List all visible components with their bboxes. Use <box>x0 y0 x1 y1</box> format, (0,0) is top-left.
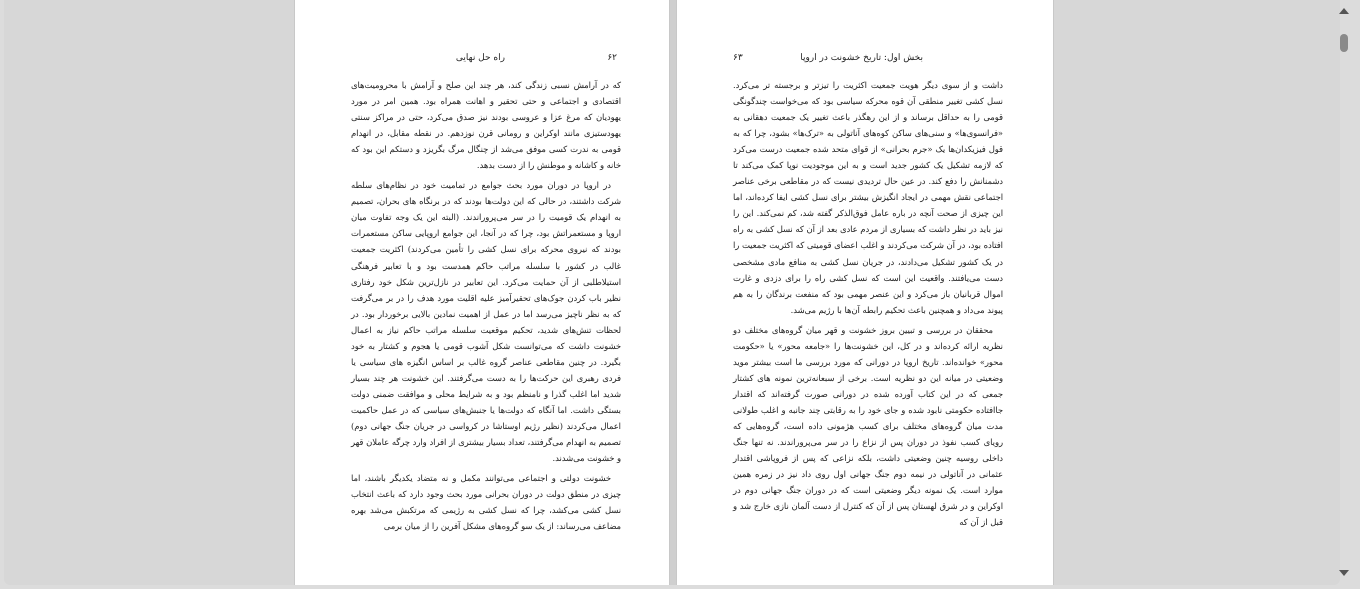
page-63 <box>676 0 1054 585</box>
page-63-number: ۶۳ <box>733 53 743 63</box>
document-viewer[interactable] <box>4 0 1340 585</box>
paragraph: در اروپا در دوران مورد بحث جوامع در تمامیت خود در نظام‌های سلطه شرکت داشتند، در حالی که این دولت‌ها بودند که در برنگاه های بحران، تصمیم به انهدام یک قومیت را در سر می‌پروراندند. (البته این یک وجه تفاوت میان اروپا و مستعمراتش بود، چرا که در آنجا، این جوامع اروپایی ساکن مستعمرات بودند که نیروی محرکه برای نسل کشی را تأمین می‌کردند) اکثریت جمعیت غالب در کشور با سلسله مراتب حاکم همدست بود و با تعابیر فرهنگی استیلاطلبی از آن حمایت می‌کرد. این تعابیر در نازل‌ترین شکل خود رفتاری نظیر باب کردن جوک‌های تحقیرآمیز علیه اقلیت مورد هدف را در بر می‌گرفت که به نظر ناچیز می‌رسد اما در عمل از اهمیت نمادین بالایی برخوردار بود. در لحظات تنش‌های شدید، تحکیم موقعیت سلسله مراتب حاکم نیاز به اعمال خشونت داشت که می‌توانست شکل آشوب قومی یا هجوم و کشتار به خود بگیرد. در چنین مقاطعی عناصر گروه غالب بر اساس انگیزه های سیاسی یا فردی رهبری این حرکت‌ها را به دست می‌گرفتند. این خشونت هر چند بسیار شدید اما اغلب گذرا و نامنظم بود و به شرایط محلی و موافقت ضمنی دولت بستگی داشت. اما آنگاه که دولت‌ها یا جنبش‌های سیاسی که در عمل حاکمیت اعمال می‌کردند (نظیر رژیم اوستاشا در کرواسی در جریان جنگ جهانی دوم) تصمیم به انهدام می‌گرفتند، تعداد بسیار بیشتری از افراد وارد چرگه عاملان قهر و خشونت می‌شدند. <box>351 180 621 464</box>
page-63-running-title: بخش اول: تاریخ خشونت در اروپا <box>800 53 923 63</box>
vertical-scrollbar[interactable] <box>1336 0 1352 589</box>
page-63-body <box>733 77 1003 534</box>
scroll-down-arrow-icon[interactable] <box>1339 570 1349 576</box>
paragraph: که در آرامش نسبی زندگی کند، هر چند این صلح و آرامش با محرومیت‌های اقتصادی و اجتماعی و حتی تحقیر و اهانت همراه بود. همین امر در مورد یهودیان که مرغ عزا و عروسی بودند نیز صدق می‌کرد، حتی در مراکز سنتی یهودستیزی مانند اوکراین و رومانی قرن نوزدهم. در نقطه مقابل، در انهدام قومی به ندرت کسی موفق می‌شد از چنگال مرگ بگریزد و دستکم این بود که خانه و کاشانه و موطنش را از دست بدهد. <box>351 80 621 171</box>
page-62-body <box>351 77 621 538</box>
page-62 <box>294 0 670 585</box>
paragraph: خشونت دولتی و اجتماعی می‌توانند مکمل و نه متضاد یکدیگر باشند، اما چیزی در منطق دولت در دوران بحرانی مورد بحث وجود دارد که باعث انتخاب نسل کشی می‌کشد، چرا که نسل کشی به رژیمی که مرتکبش می‌شد بهره مضاعف می‌رساند: از یک سو گروه‌های مشکل آفرین را از میان برمی <box>351 473 621 532</box>
paragraph: داشت و از سوی دیگر هویت جمعیت اکثریت را تیزتر و برجسته تر می‌کرد. نسل کشی تغییر منطقی آن قوه محرکه سیاسی بود که می‌خواست چندگونگی قومی را به حداقل برساند و از این رهگذر باعث تغییر یک جمعیت دهقانی به «فرانسوی‌ها» و سنی‌های ساکن کوه‌های آناتولی به «ترک‌ها» بشود، چرا که به قول فیزیکدان‌ها یک «جرم بحرانی» از قوای متحد شده جمعیت درست می‌کرد که لازمه تشکیل یک کشور جدید است و به این موجودیت نوپا کمک می‌کند تا دشمنانش را دفع کند. در عین حال تردیدی نیست که در مقاطعی برخی عناصر اجتماعی نقش مهمی در ایجاد انگیزش بیشتر برای نسل کشی ایفا کرده‌اند، اما این چیزی از صحت آنچه در باره عامل فوق‌الذکر گفته شد، کم نمی‌کند. این را نیز باید در نظر داشت که بسیاری از مردم عادی بعد از آن که نسل کشی به راه افتاده بود، در آن شرکت می‌کردند و اغلب اعضای قومیتی که اکثریت جمعیت را در یک کشور تشکیل می‌دادند، در جریان نسل کشی به منافع مادی مشخصی دست می‌یافتند. واقعیت این است که نسل کشی راه را برای دزدی و غارت اموال قربانیان باز می‌کرد و این عنصر مهمی بود که منفعت برندگان را به هم پیوند می‌داد و همچنین باعث تحکیم رابطه آن‌ها با رژیم می‌شد. <box>733 80 1003 315</box>
scroll-up-arrow-icon[interactable] <box>1339 8 1349 14</box>
scroll-thumb[interactable] <box>1340 34 1348 52</box>
page-62-running-title: راه حل نهایی <box>455 53 505 63</box>
paragraph: محققان در بررسی و تبیین بروز خشونت و قهر میان گروه‌های مختلف دو نظریه ارائه کرده‌اند و در کل، این خشونت‌ها را «جامعه محور» یا «حکومت محور» خوانده‌اند. تاریخ اروپا در دورانی که مورد بررسی ما است بیشتر موید وضعیتی در میانه این دو نظریه است. برخی از سبعانه‌ترین نمونه های کشتار جمعی که در این کتاب آورده شده در دورانی صورت گرفته‌اند که اقتدار جاافتاده حکومتی نابود شده و جای خود را به رقابتی چند جانبه و اغلب طولانی مدت میان گروه‌های مختلف برای کسب هژمونی داده است، گروه‌هایی که رویای کسب نفوذ در دوران پس از نزاع را در سر می‌پروراندند. نه تنها جنگ داخلی روسیه چنین وضعیتی داشت، بلکه نزاعی که پس از فروپاشی اقتدار عثمانی در آناتولی در نیمه دوم جنگ جهانی اول روی داد نیز در زمره همین موارد است. یک نمونه دیگر وضعیتی است که در دوران جنگ جهانی دوم در اوکراین و در شرق لهستان پس از آن که کنترل از دست آلمان نازی خارج شد و قبل از آن که <box>733 324 1003 528</box>
page-62-number: ۶۲ <box>607 53 617 63</box>
